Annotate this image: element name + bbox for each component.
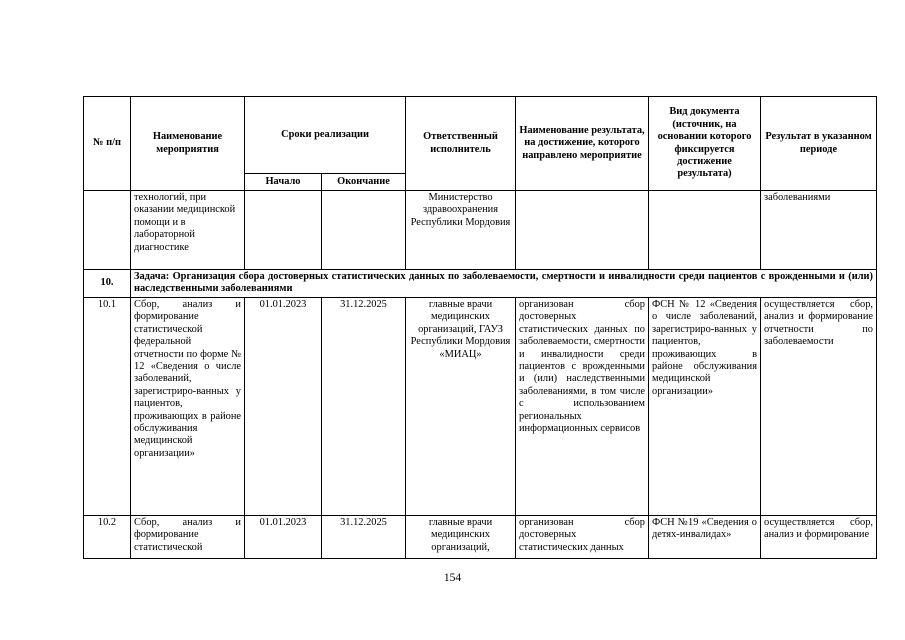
table-row — [84, 516, 877, 559]
cell-executor: главные врачи медицинских организаций, ГАУЗ Республики Мордовия «МИАЦ» — [406, 298, 516, 516]
cell-doc-type: ФСН № 12 «Сведения о числе заболеваний, зарегистриро-ванных у пациентов, проживающих в районе обслуживания медицинской организации» — [649, 298, 761, 516]
activity-plan-table — [83, 96, 877, 559]
header-start: Начало — [245, 174, 322, 191]
cell-doc-type — [649, 191, 761, 270]
table-row — [84, 298, 877, 516]
cell-period-result: осуществляется сбор, анализ и формирование — [761, 516, 877, 559]
cell-result-name: организован сбор достоверных статистических данных — [516, 516, 649, 559]
cell-start — [245, 191, 322, 270]
cell-event: технологий, при оказании медицинской помощи и в лабораторной диагностике — [131, 191, 245, 270]
cell-end: 31.12.2025 — [322, 298, 406, 516]
cell-start: 01.01.2023 — [245, 298, 322, 516]
cell-executor: главные врачи медицинских организаций, — [406, 516, 516, 559]
header-num: № п/п — [84, 97, 131, 191]
cell-event: Сбор, анализ и формирование статистической — [131, 516, 245, 559]
table-header-row — [84, 97, 877, 174]
cell-num — [84, 191, 131, 270]
header-result-name: Наименование результата, на достижение, которого направлено мероприятие — [516, 97, 649, 191]
task-row — [84, 270, 877, 298]
cell-num: 10.2 — [84, 516, 131, 559]
header-period-result: Результат в указанном периоде — [761, 97, 877, 191]
cell-period-result: осуществляется сбор, анализ и формирование отчетности по заболеваемости — [761, 298, 877, 516]
cell-executor: Министерство здравоохранения Республики Мордовия — [406, 191, 516, 270]
cell-end — [322, 191, 406, 270]
header-end: Окончание — [322, 174, 406, 191]
task-text: Задача: Организация сбора достоверных статистических данных по заболеваемости, смертности и инвалидности среди пациентов с врожденными и (или) наследственными заболеваниями — [131, 270, 877, 298]
cell-num: 10.1 — [84, 298, 131, 516]
task-num: 10. — [84, 270, 131, 298]
cell-event: Сбор, анализ и формирование статистической федеральной отчетности по форме № 12 «Сведения о числе заболеваний, зарегистриро-ванных у пациентов, проживающих в районе обслуживания медицинской организации» — [131, 298, 245, 516]
cell-result-name: организован сбор достоверных статистических данных по заболеваемости, смертности и инвалидности среди пациентов с врожденными и (или) наследственными заболеваниями, в том числе с использованием региональных информационных сервисов — [516, 298, 649, 516]
table-row — [84, 191, 877, 270]
cell-end: 31.12.2025 — [322, 516, 406, 559]
cell-start: 01.01.2023 — [245, 516, 322, 559]
cell-doc-type: ФСН №19 «Сведения о детях-инвалидах» — [649, 516, 761, 559]
page-number: 154 — [443, 572, 462, 584]
cell-result-name — [516, 191, 649, 270]
header-doc-type: Вид документа (источник, на основании которого фиксируется достижение результата) — [649, 97, 761, 191]
header-terms: Сроки реализации — [245, 97, 406, 174]
header-executor: Ответственный исполнитель — [406, 97, 516, 191]
header-event: Наименование мероприятия — [131, 97, 245, 191]
cell-period-result: заболеваниями — [761, 191, 877, 270]
